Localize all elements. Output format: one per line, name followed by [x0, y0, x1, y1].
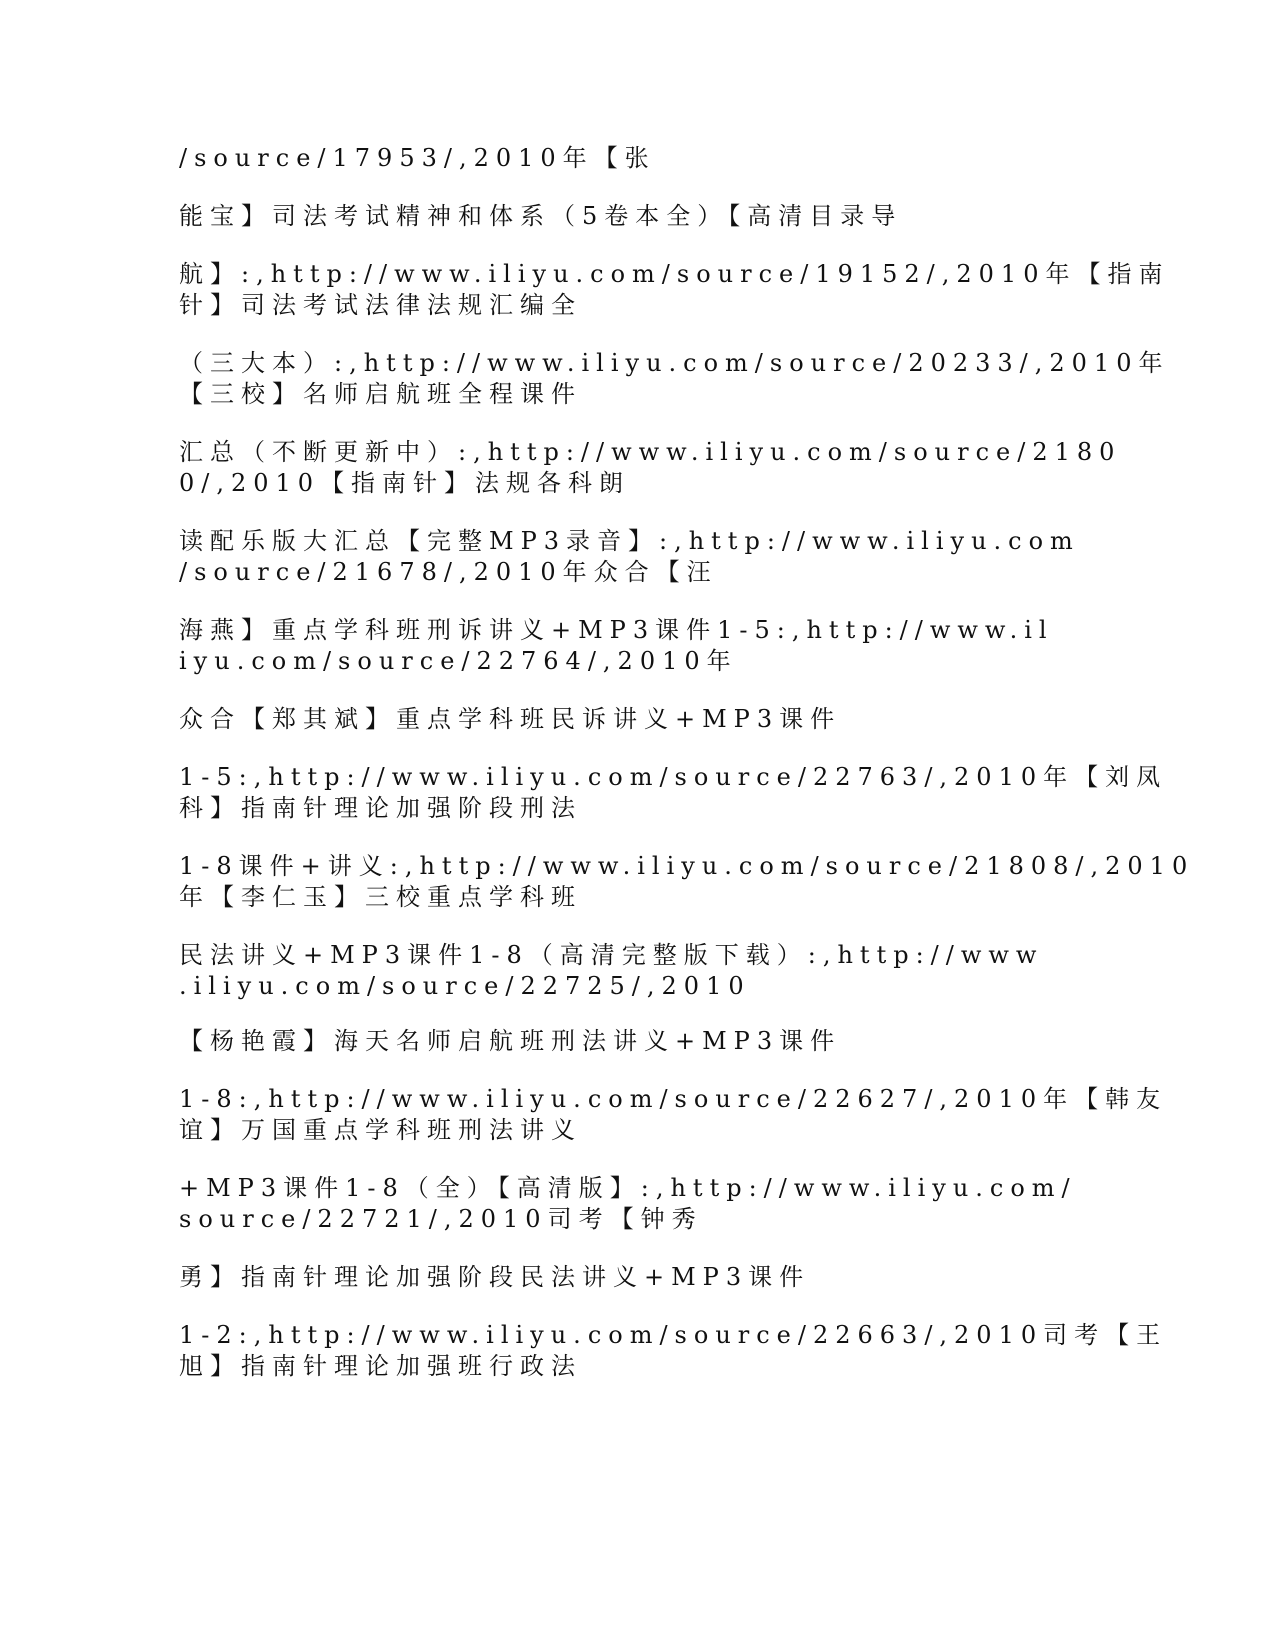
text-block: [179, 940, 1069, 1002]
text-line: /source/17953/,2010年【张: [179, 144, 656, 172]
text-line: （三大本）:,http://www.iliyu.com/source/20233/,2010年: [179, 349, 1170, 377]
text-line: /source/21678/,2010年众合【汪: [179, 558, 718, 586]
text-line: 谊】万国重点学科班刑法讲义: [179, 1116, 582, 1144]
text-block: [179, 526, 1080, 588]
text-line: 众合【郑其斌】重点学科班民诉讲义+MP3课件: [179, 705, 842, 733]
text-line: 1-8课件+讲义:,http://www.iliyu.com/source/21808/,2010: [179, 852, 1195, 880]
text-line: iyu.com/source/22764/,2010年: [179, 647, 738, 675]
text-line: 航】:,http://www.iliyu.com/source/19152/,2010年【指南: [179, 260, 1170, 288]
text-block: [179, 615, 1069, 677]
text-line: 1-8:,http://www.iliyu.com/source/22627/,2010年【韩友: [179, 1085, 1168, 1113]
text-line: source/22721/,2010司考【钟秀: [179, 1205, 703, 1233]
text-block: [179, 259, 1170, 321]
text-line: 旭】指南针理论加强班行政法: [179, 1352, 582, 1380]
text-block: [179, 1026, 1069, 1057]
text-block: [179, 851, 1195, 913]
text-block: [179, 143, 1069, 174]
text-line: 汇总（不断更新中）:,http://www.iliyu.com/source/2180: [179, 438, 1122, 466]
text-line: 【三校】名师启航班全程课件: [179, 380, 582, 408]
text-block: [179, 437, 1122, 499]
text-block: [179, 1320, 1168, 1382]
text-line: 勇】指南针理论加强阶段民法讲义+MP3课件: [179, 1263, 811, 1291]
text-line: 针】司法考试法律法规汇编全: [179, 291, 582, 319]
text-line: 科】指南针理论加强阶段刑法: [179, 794, 582, 822]
text-block: [179, 1262, 1069, 1293]
text-line: 读配乐版大汇总【完整MP3录音】:,http://www.iliyu.com: [179, 527, 1080, 555]
text-line: .iliyu.com/source/22725/,2010: [179, 972, 751, 1000]
text-line: 能宝】司法考试精神和体系（5卷本全）【高清目录导: [179, 202, 903, 230]
text-line: 民法讲义+MP3课件1-8（高清完整版下载）:,http://www: [179, 941, 1044, 969]
text-block: [179, 201, 1069, 232]
text-line: 年【李仁玉】三校重点学科班: [179, 883, 582, 911]
text-line: 【杨艳霞】海天名师启航班刑法讲义+MP3课件: [179, 1027, 842, 1055]
text-line: 海燕】重点学科班刑诉讲义+MP3课件1-5:,http://www.il: [179, 616, 1054, 644]
text-line: +MP3课件1-8（全）【高清版】:,http://www.iliyu.com/: [179, 1174, 1077, 1202]
text-line: 0/,2010【指南针】法规各科朗: [179, 469, 631, 497]
text-block: [179, 348, 1170, 410]
text-line: 1-2:,http://www.iliyu.com/source/22663/,2010司考【王: [179, 1321, 1168, 1349]
text-block: [179, 1084, 1168, 1146]
text-block: [179, 704, 1069, 735]
text-block: [179, 762, 1168, 824]
text-block: [179, 1173, 1077, 1235]
text-line: 1-5:,http://www.iliyu.com/source/22763/,2010年【刘凤: [179, 763, 1168, 791]
